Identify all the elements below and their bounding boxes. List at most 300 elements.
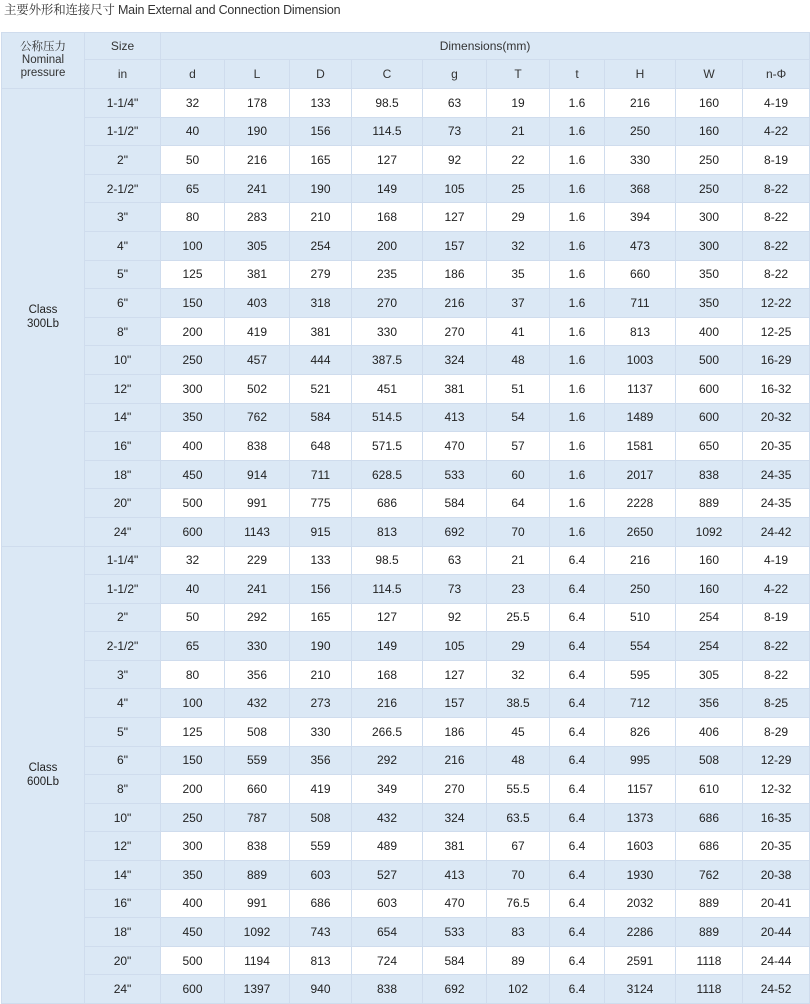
size-cell: 1-1/2" bbox=[85, 575, 161, 604]
dimension-cell: 20-35 bbox=[743, 432, 810, 461]
table-row bbox=[2, 317, 810, 346]
dimension-cell: 914 bbox=[225, 460, 290, 489]
dimension-cell: 473 bbox=[605, 231, 676, 260]
table-row bbox=[2, 861, 810, 890]
dimension-cell: 100 bbox=[161, 231, 225, 260]
dimension-cell: 457 bbox=[225, 346, 290, 375]
dimension-cell: 762 bbox=[225, 403, 290, 432]
dimensions-header: Dimensions(mm) bbox=[161, 33, 810, 60]
table-row bbox=[2, 632, 810, 661]
dimension-cell: 250 bbox=[676, 174, 743, 203]
dimension-cell: 6.4 bbox=[550, 861, 605, 890]
dimension-cell: 12-25 bbox=[743, 317, 810, 346]
dimension-cell: 8-22 bbox=[743, 203, 810, 232]
table-row bbox=[2, 203, 810, 232]
dimension-cell: 98.5 bbox=[352, 89, 423, 118]
dimension-cell: 603 bbox=[290, 861, 352, 890]
table-row bbox=[2, 374, 810, 403]
dimension-cell: 150 bbox=[161, 289, 225, 318]
dimension-cell: 838 bbox=[225, 832, 290, 861]
dimension-cell: 186 bbox=[423, 718, 487, 747]
size-cell: 20" bbox=[85, 946, 161, 975]
dimension-cell: 940 bbox=[290, 975, 352, 1004]
nominal-pressure-en: Nominal pressure bbox=[20, 54, 66, 79]
size-cell: 4" bbox=[85, 231, 161, 260]
dimension-cell: 489 bbox=[352, 832, 423, 861]
size-cell: 2-1/2" bbox=[85, 632, 161, 661]
dimension-cell: 24-52 bbox=[743, 975, 810, 1004]
dimension-cell: 6.4 bbox=[550, 689, 605, 718]
size-cell: 1-1/4" bbox=[85, 546, 161, 575]
size-cell: 3" bbox=[85, 203, 161, 232]
dimension-cell: 1.6 bbox=[550, 432, 605, 461]
table-row bbox=[2, 889, 810, 918]
dimension-cell: 102 bbox=[487, 975, 550, 1004]
dimension-cell: 2650 bbox=[605, 517, 676, 546]
column-header: d bbox=[161, 60, 225, 89]
dimension-cell: 654 bbox=[352, 918, 423, 947]
dimension-cell: 813 bbox=[352, 517, 423, 546]
dimension-cell: 12-22 bbox=[743, 289, 810, 318]
dimension-cell: 1.6 bbox=[550, 260, 605, 289]
page-title: 主要外形和连接尺寸 Main External and Connection Dimension bbox=[4, 3, 341, 17]
dimension-cell: 6.4 bbox=[550, 546, 605, 575]
dimension-cell: 20-32 bbox=[743, 403, 810, 432]
dimension-cell: 381 bbox=[423, 374, 487, 403]
dimension-cell: 254 bbox=[676, 603, 743, 632]
table-row bbox=[2, 832, 810, 861]
column-header: n-Φ bbox=[743, 60, 810, 89]
dimension-cell: 190 bbox=[290, 174, 352, 203]
size-cell: 16" bbox=[85, 889, 161, 918]
dimension-cell: 712 bbox=[605, 689, 676, 718]
dimension-cell: 270 bbox=[423, 317, 487, 346]
dimension-cell: 70 bbox=[487, 517, 550, 546]
dimension-cell: 32 bbox=[161, 89, 225, 118]
dimension-cell: 165 bbox=[290, 146, 352, 175]
size-cell: 6" bbox=[85, 746, 161, 775]
size-cell: 2-1/2" bbox=[85, 174, 161, 203]
dimension-cell: 24-44 bbox=[743, 946, 810, 975]
dimension-cell: 292 bbox=[352, 746, 423, 775]
dimension-cell: 356 bbox=[676, 689, 743, 718]
dimension-cell: 133 bbox=[290, 546, 352, 575]
dimension-cell: 350 bbox=[676, 260, 743, 289]
size-cell: 5" bbox=[85, 718, 161, 747]
dimension-cell: 2017 bbox=[605, 460, 676, 489]
dimension-cell: 6.4 bbox=[550, 660, 605, 689]
size-cell: 2" bbox=[85, 146, 161, 175]
dimension-cell: 6.4 bbox=[550, 803, 605, 832]
dimension-cell: 16-29 bbox=[743, 346, 810, 375]
dimension-cell: 508 bbox=[290, 803, 352, 832]
dimension-cell: 41 bbox=[487, 317, 550, 346]
dimension-cell: 63 bbox=[423, 89, 487, 118]
dimension-cell: 127 bbox=[423, 203, 487, 232]
dimension-cell: 20-44 bbox=[743, 918, 810, 947]
dimension-cell: 216 bbox=[605, 546, 676, 575]
table-row bbox=[2, 89, 810, 118]
dimension-cell: 250 bbox=[161, 803, 225, 832]
size-cell: 12" bbox=[85, 374, 161, 403]
dimension-cell: 571.5 bbox=[352, 432, 423, 461]
dimension-cell: 2286 bbox=[605, 918, 676, 947]
size-cell: 14" bbox=[85, 403, 161, 432]
size-cell: 6" bbox=[85, 289, 161, 318]
size-cell: 24" bbox=[85, 975, 161, 1004]
dimension-cell: 250 bbox=[605, 575, 676, 604]
dimension-cell: 889 bbox=[225, 861, 290, 890]
column-header: H bbox=[605, 60, 676, 89]
dimension-cell: 125 bbox=[161, 718, 225, 747]
dimension-cell: 600 bbox=[676, 374, 743, 403]
size-cell: 24" bbox=[85, 517, 161, 546]
dimension-cell: 502 bbox=[225, 374, 290, 403]
dimension-cell: 521 bbox=[290, 374, 352, 403]
dimension-cell: 6.4 bbox=[550, 832, 605, 861]
dimension-cell: 157 bbox=[423, 689, 487, 718]
dimension-cell: 381 bbox=[423, 832, 487, 861]
dimension-cell: 603 bbox=[352, 889, 423, 918]
dimension-cell: 100 bbox=[161, 689, 225, 718]
dimension-cell: 711 bbox=[290, 460, 352, 489]
dimension-cell: 235 bbox=[352, 260, 423, 289]
dimension-cell: 266.5 bbox=[352, 718, 423, 747]
dimension-cell: 216 bbox=[225, 146, 290, 175]
dimension-cell: 400 bbox=[161, 889, 225, 918]
dimension-cell: 4-19 bbox=[743, 89, 810, 118]
dimension-cell: 787 bbox=[225, 803, 290, 832]
pressure-class-rating: 600Lb bbox=[27, 775, 59, 788]
dimension-cell: 149 bbox=[352, 174, 423, 203]
table-row bbox=[2, 231, 810, 260]
dimension-cell: 413 bbox=[423, 403, 487, 432]
dimension-cell: 324 bbox=[423, 803, 487, 832]
dimension-cell: 229 bbox=[225, 546, 290, 575]
dimension-cell: 76.5 bbox=[487, 889, 550, 918]
dimension-cell: 32 bbox=[487, 660, 550, 689]
dimension-cell: 200 bbox=[352, 231, 423, 260]
dimension-cell: 889 bbox=[676, 918, 743, 947]
table-row bbox=[2, 918, 810, 947]
dimension-cell: 64 bbox=[487, 489, 550, 518]
dimension-cell: 8-19 bbox=[743, 146, 810, 175]
table-row bbox=[2, 660, 810, 689]
nominal-pressure-zh: 公称压力 bbox=[20, 41, 66, 53]
dimension-cell: 83 bbox=[487, 918, 550, 947]
dimension-cell: 190 bbox=[290, 632, 352, 661]
column-header: D bbox=[290, 60, 352, 89]
dimension-cell: 451 bbox=[352, 374, 423, 403]
dimension-cell: 114.5 bbox=[352, 117, 423, 146]
dimension-cell: 6.4 bbox=[550, 918, 605, 947]
column-header: T bbox=[487, 60, 550, 89]
table-row bbox=[2, 546, 810, 575]
size-cell: 3" bbox=[85, 660, 161, 689]
dimension-cell: 510 bbox=[605, 603, 676, 632]
dimension-cell: 813 bbox=[605, 317, 676, 346]
dimension-cell: 92 bbox=[423, 146, 487, 175]
dimension-cell: 127 bbox=[423, 660, 487, 689]
dimension-cell: 1.6 bbox=[550, 231, 605, 260]
dimension-cell: 527 bbox=[352, 861, 423, 890]
dimension-cell: 450 bbox=[161, 460, 225, 489]
table-row bbox=[2, 117, 810, 146]
dimension-cell: 724 bbox=[352, 946, 423, 975]
dimension-cell: 32 bbox=[487, 231, 550, 260]
dimension-cell: 4-22 bbox=[743, 575, 810, 604]
dimension-cell: 381 bbox=[290, 317, 352, 346]
dimension-cell: 250 bbox=[605, 117, 676, 146]
dimension-cell: 160 bbox=[676, 575, 743, 604]
dimension-cell: 991 bbox=[225, 489, 290, 518]
dimension-cell: 403 bbox=[225, 289, 290, 318]
dimension-cell: 995 bbox=[605, 746, 676, 775]
dimension-cell: 6.4 bbox=[550, 603, 605, 632]
dimension-cell: 6.4 bbox=[550, 975, 605, 1004]
dimension-cell: 80 bbox=[161, 203, 225, 232]
dimension-cell: 127 bbox=[352, 603, 423, 632]
dimension-cell: 8-25 bbox=[743, 689, 810, 718]
dimension-cell: 413 bbox=[423, 861, 487, 890]
dimension-cell: 48 bbox=[487, 746, 550, 775]
dimension-cell: 6.4 bbox=[550, 575, 605, 604]
dimension-cell: 254 bbox=[290, 231, 352, 260]
dimension-cell: 775 bbox=[290, 489, 352, 518]
column-header: W bbox=[676, 60, 743, 89]
dimension-cell: 2228 bbox=[605, 489, 676, 518]
table-row bbox=[2, 689, 810, 718]
dimension-cell: 330 bbox=[605, 146, 676, 175]
dimension-cell: 63.5 bbox=[487, 803, 550, 832]
dimension-cell: 500 bbox=[161, 946, 225, 975]
dimension-cell: 65 bbox=[161, 632, 225, 661]
dimension-cell: 21 bbox=[487, 117, 550, 146]
dimension-cell: 24-35 bbox=[743, 460, 810, 489]
dimension-cell: 1.6 bbox=[550, 489, 605, 518]
dimension-cell: 350 bbox=[676, 289, 743, 318]
dimension-cell: 584 bbox=[290, 403, 352, 432]
dimension-cell: 387.5 bbox=[352, 346, 423, 375]
table-row bbox=[2, 517, 810, 546]
dimension-cell: 1.6 bbox=[550, 203, 605, 232]
dimension-cell: 12-29 bbox=[743, 746, 810, 775]
dimension-cell: 470 bbox=[423, 889, 487, 918]
dimension-cell: 648 bbox=[290, 432, 352, 461]
dimension-cell: 419 bbox=[225, 317, 290, 346]
dimension-cell: 318 bbox=[290, 289, 352, 318]
dimension-cell: 584 bbox=[423, 946, 487, 975]
dimension-cell: 686 bbox=[352, 489, 423, 518]
dimension-cell: 610 bbox=[676, 775, 743, 804]
table-row bbox=[2, 803, 810, 832]
dimension-cell: 67 bbox=[487, 832, 550, 861]
size-cell: 10" bbox=[85, 803, 161, 832]
dimension-cell: 1581 bbox=[605, 432, 676, 461]
dimension-cell: 692 bbox=[423, 975, 487, 1004]
size-cell: 18" bbox=[85, 918, 161, 947]
dimension-cell: 29 bbox=[487, 203, 550, 232]
dimension-cell: 300 bbox=[676, 203, 743, 232]
pressure-class-label: Class bbox=[28, 761, 58, 774]
dimension-cell: 500 bbox=[161, 489, 225, 518]
dimension-cell: 6.4 bbox=[550, 946, 605, 975]
dimension-cell: 292 bbox=[225, 603, 290, 632]
dimension-cell: 32 bbox=[161, 546, 225, 575]
table-row bbox=[2, 946, 810, 975]
dimension-cell: 595 bbox=[605, 660, 676, 689]
dimension-cell: 838 bbox=[676, 460, 743, 489]
dimension-cell: 149 bbox=[352, 632, 423, 661]
dimension-cell: 470 bbox=[423, 432, 487, 461]
dimension-cell: 45 bbox=[487, 718, 550, 747]
dimension-cell: 1003 bbox=[605, 346, 676, 375]
table-header bbox=[2, 33, 810, 89]
table-row bbox=[2, 403, 810, 432]
dimension-cell: 160 bbox=[676, 117, 743, 146]
dimension-cell: 1118 bbox=[676, 975, 743, 1004]
table-row bbox=[2, 346, 810, 375]
column-header: L bbox=[225, 60, 290, 89]
dimension-cell: 813 bbox=[290, 946, 352, 975]
dimension-cell: 270 bbox=[352, 289, 423, 318]
dimension-cell: 559 bbox=[225, 746, 290, 775]
dimension-cell: 300 bbox=[161, 374, 225, 403]
dimension-cell: 743 bbox=[290, 918, 352, 947]
dimension-cell: 150 bbox=[161, 746, 225, 775]
table-row bbox=[2, 432, 810, 461]
table-row bbox=[2, 775, 810, 804]
column-header: C bbox=[352, 60, 423, 89]
dimension-cell: 1603 bbox=[605, 832, 676, 861]
dimension-cell: 1397 bbox=[225, 975, 290, 1004]
dimension-cell: 50 bbox=[161, 146, 225, 175]
dimension-cell: 1.6 bbox=[550, 403, 605, 432]
dimension-cell: 283 bbox=[225, 203, 290, 232]
dimension-cell: 1157 bbox=[605, 775, 676, 804]
table-row bbox=[2, 460, 810, 489]
dimension-cell: 160 bbox=[676, 546, 743, 575]
dimension-cell: 1.6 bbox=[550, 117, 605, 146]
dimension-cell: 25 bbox=[487, 174, 550, 203]
table-row bbox=[2, 260, 810, 289]
dimension-cell: 24-35 bbox=[743, 489, 810, 518]
dimension-cell: 1.6 bbox=[550, 146, 605, 175]
dimension-cell: 89 bbox=[487, 946, 550, 975]
dimension-cell: 270 bbox=[423, 775, 487, 804]
dimension-cell: 500 bbox=[676, 346, 743, 375]
dimension-cell: 8-22 bbox=[743, 632, 810, 661]
dimension-cell: 838 bbox=[352, 975, 423, 1004]
dimension-cell: 711 bbox=[605, 289, 676, 318]
dimension-cell: 1092 bbox=[676, 517, 743, 546]
dimension-cell: 1143 bbox=[225, 517, 290, 546]
dimension-cell: 25.5 bbox=[487, 603, 550, 632]
dimension-cell: 508 bbox=[676, 746, 743, 775]
dimension-cell: 533 bbox=[423, 460, 487, 489]
dimension-cell: 1137 bbox=[605, 374, 676, 403]
dimension-cell: 200 bbox=[161, 775, 225, 804]
dimension-cell: 125 bbox=[161, 260, 225, 289]
pressure-class-rating: 300Lb bbox=[27, 318, 59, 331]
dimension-cell: 65 bbox=[161, 174, 225, 203]
table-body bbox=[2, 89, 810, 1004]
size-cell: 20" bbox=[85, 489, 161, 518]
dimension-cell: 1930 bbox=[605, 861, 676, 890]
dimension-cell: 6.4 bbox=[550, 746, 605, 775]
dimension-cell: 216 bbox=[352, 689, 423, 718]
dimension-cell: 178 bbox=[225, 89, 290, 118]
dimension-cell: 8-22 bbox=[743, 260, 810, 289]
nominal-pressure-header bbox=[2, 33, 85, 89]
dimension-cell: 324 bbox=[423, 346, 487, 375]
dimension-cell: 20-38 bbox=[743, 861, 810, 890]
dimension-cell: 98.5 bbox=[352, 546, 423, 575]
size-cell: 1-1/2" bbox=[85, 117, 161, 146]
size-cell: 8" bbox=[85, 775, 161, 804]
dimension-cell: 508 bbox=[225, 718, 290, 747]
dimension-cell: 1.6 bbox=[550, 460, 605, 489]
dimension-cell: 6.4 bbox=[550, 632, 605, 661]
dimension-cell: 190 bbox=[225, 117, 290, 146]
dimension-cell: 20-41 bbox=[743, 889, 810, 918]
dimension-cell: 216 bbox=[605, 89, 676, 118]
dimension-cell: 80 bbox=[161, 660, 225, 689]
dimension-cell: 156 bbox=[290, 117, 352, 146]
dimension-cell: 1118 bbox=[676, 946, 743, 975]
size-cell: 2" bbox=[85, 603, 161, 632]
dimension-cell: 406 bbox=[676, 718, 743, 747]
dimension-cell: 55.5 bbox=[487, 775, 550, 804]
dimension-cell: 533 bbox=[423, 918, 487, 947]
dimension-cell: 838 bbox=[225, 432, 290, 461]
pressure-class-label: Class bbox=[28, 304, 58, 317]
dimension-cell: 105 bbox=[423, 632, 487, 661]
table-row bbox=[2, 146, 810, 175]
dimension-cell: 279 bbox=[290, 260, 352, 289]
table-row bbox=[2, 575, 810, 604]
dimension-cell: 23 bbox=[487, 575, 550, 604]
dimension-cell: 6.4 bbox=[550, 889, 605, 918]
dimension-cell: 16-35 bbox=[743, 803, 810, 832]
dimension-cell: 19 bbox=[487, 89, 550, 118]
dimension-cell: 350 bbox=[161, 861, 225, 890]
dimension-cell: 63 bbox=[423, 546, 487, 575]
dimension-cell: 1373 bbox=[605, 803, 676, 832]
dimension-cell: 21 bbox=[487, 546, 550, 575]
dimension-cell: 686 bbox=[676, 832, 743, 861]
dimension-cell: 600 bbox=[676, 403, 743, 432]
dimension-cell: 300 bbox=[676, 231, 743, 260]
dimension-cell: 186 bbox=[423, 260, 487, 289]
dimension-cell: 37 bbox=[487, 289, 550, 318]
dimension-cell: 8-22 bbox=[743, 660, 810, 689]
dimension-cell: 2591 bbox=[605, 946, 676, 975]
dimension-cell: 1489 bbox=[605, 403, 676, 432]
dimension-cell: 60 bbox=[487, 460, 550, 489]
dimension-cell: 584 bbox=[423, 489, 487, 518]
dimension-cell: 692 bbox=[423, 517, 487, 546]
dimension-cell: 381 bbox=[225, 260, 290, 289]
dimension-cell: 8-29 bbox=[743, 718, 810, 747]
pressure-class-cell bbox=[2, 89, 85, 547]
dimension-cell: 400 bbox=[161, 432, 225, 461]
size-cell: 14" bbox=[85, 861, 161, 890]
dimension-cell: 330 bbox=[225, 632, 290, 661]
dimension-cell: 73 bbox=[423, 117, 487, 146]
dimension-cell: 40 bbox=[161, 575, 225, 604]
dimension-cell: 3124 bbox=[605, 975, 676, 1004]
